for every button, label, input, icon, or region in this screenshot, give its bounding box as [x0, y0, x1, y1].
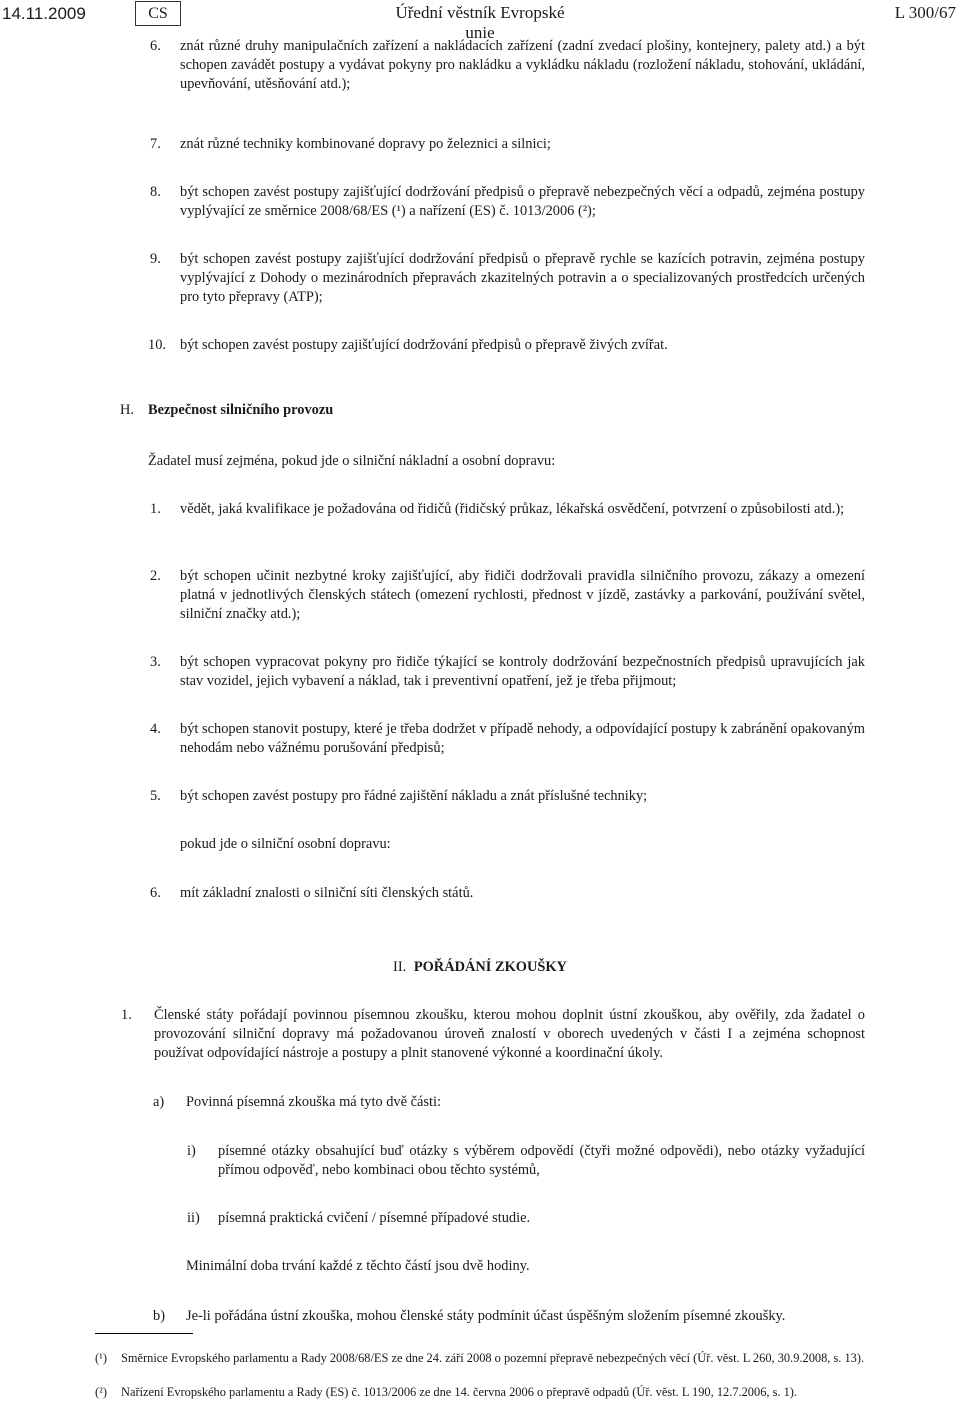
item-text: vědět, jaká kvalifikace je požadována od řidičů (řidičský průkaz, lékařská osvědčení, potvrzení o způsobilosti atd.); — [180, 501, 845, 517]
item-number: 1. — [150, 501, 161, 517]
header-journal-title: Úřední věstník Evropské unie — [395, 3, 565, 42]
point-label: b) — [153, 1308, 165, 1324]
item-number: 3. — [150, 654, 161, 670]
item-text: mít základní znalosti o silniční síti členských států. — [180, 885, 474, 901]
item-text: být schopen stanovit postupy, které je třeba dodržet v případě nehody, a odpovídající postupy k zabránění opakovaným nehodám nebo vážnému porušování předpisů; — [180, 721, 865, 756]
item-number: 10. — [148, 337, 166, 353]
item-number: 4. — [150, 721, 161, 737]
footnote-text: Směrnice Evropského parlamentu a Rady 2008/68/ES ze dne 24. září 2008 o pozemní přepravě nebezpečných věcí (Úř. věst. L 260, 30.9.2008, s. 13). — [121, 1351, 865, 1365]
footnote-mark: (¹) — [95, 1351, 107, 1365]
footnote-divider — [95, 1333, 193, 1334]
journal-header — [0, 0, 960, 42]
part-numeral: II. — [393, 959, 407, 975]
header-page-number: L 300/67 — [894, 3, 956, 22]
subpoint-text: písemná praktická cvičení / písemné případové studie. — [218, 1210, 531, 1226]
header-date: 14.11.2009 — [2, 4, 86, 23]
item-text: být schopen zavést postupy pro řádné zajištění nákladu a znát příslušné techniky; — [180, 788, 648, 804]
section-letter: H. — [120, 402, 134, 418]
point-label: a) — [153, 1094, 165, 1110]
item-text: být schopen zavést postupy zajišťující dodržování předpisů o přepravě nebezpečných věcí a odpadů, zejména postupy vyplývající ze směrnice 2008/68/ES (¹) a nařízení (ES) č. 1013/2006 (²); — [180, 184, 865, 219]
point-text: Povinná písemná zkouška má tyto dvě části: — [186, 1094, 441, 1110]
item-text: být schopen vypracovat pokyny pro řidiče týkající se kontroly dodržování bezpečnostních předpisů upravujících jak stav vozidel, jejich vybavení a náklad, tak i preventivní opatření, jež je třeba přijmout; — [180, 654, 865, 689]
subpoint-label: ii) — [187, 1210, 200, 1226]
item-number: 8. — [150, 184, 161, 200]
item-number: 5. — [150, 788, 161, 804]
point-text: Je-li pořádána ústní zkouška, mohou členské státy podmínit účast úspěšným složením písemné zkoušky. — [186, 1308, 786, 1324]
item-text: znát různé techniky kombinované dopravy po železnici a silnici; — [180, 136, 551, 152]
footnote-mark: (²) — [95, 1385, 107, 1399]
item-text: být schopen zavést postupy zajišťující dodržování předpisů o přepravě rychle se kazících potravin, zejména postupy vyplývající z Dohody o mezinárodních přepravách zkazitelných potravin a o specializovaných prostředcích určených pro tyto přepravy (ATP); — [180, 251, 865, 305]
item-text: znát různé druhy manipulačních zařízení a nakládacích zařízení (zadní zvedací plošiny, kontejnery, palety atd.) a být schopen zavádět postupy a vydávat pokyny pro nakládku a vykládku nákladu (rozložení nákladu, stohování, ukládání, upevňování, utěsňování atd.); — [180, 38, 865, 92]
part-title: POŘÁDÁNÍ ZKOUŠKY — [413, 959, 567, 975]
subpoint-text: písemné otázky obsahující buď otázky s výběrem odpovědí (čtyři možné odpovědi), nebo otázky vyžadující přímou odpověď, nebo kombinaci obou těchto systémů, — [218, 1143, 865, 1178]
header-language-box: CS — [135, 1, 181, 26]
item-number: 2. — [150, 568, 161, 584]
part-heading — [0, 958, 960, 977]
item-number: 7. — [150, 136, 161, 152]
section-title: Bezpečnost silničního provozu — [148, 402, 334, 418]
item-number: 6. — [150, 885, 161, 901]
paragraph-text: Členské státy pořádají povinnou písemnou zkoušku, kterou mohou doplnit ústní zkouškou, aby ověřily, zda žadatel o provozování silniční dopravy má požadovanou úroveň znalostí v oborech uvedených v části I a zejména schopnost používat odpovídající nástroje a postupy a plnit stanovené výkonné a koordinační úkoly. — [154, 1007, 865, 1061]
paragraph-number: 1. — [121, 1007, 132, 1023]
footnote-text: Nařízení Evropského parlamentu a Rady (ES) č. 1013/2006 ze dne 14. června 2006 o přepravě odpadů (Úř. věst. L 190, 12.7.2006, s. 1). — [121, 1385, 798, 1399]
item-number: 6. — [150, 38, 161, 54]
subpoint-label: i) — [187, 1143, 196, 1159]
item-text: být schopen učinit nezbytné kroky zajišťující, aby řidiči dodržovali pravidla silničního provozu, zákazy a omezení platná v jednotlivých členských státech (omezení rychlosti, přednost v jízdě, zastávky a parkování, používání světel, silniční značky atd.); — [180, 568, 865, 622]
item-number: 9. — [150, 251, 161, 267]
item-text: být schopen zavést postupy zajišťující dodržování předpisů o přepravě živých zvířat. — [180, 337, 668, 353]
